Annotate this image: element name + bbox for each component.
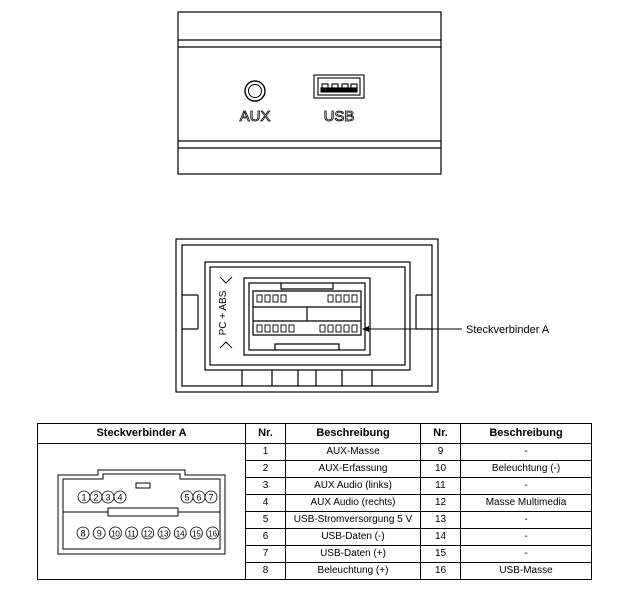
pin-description: AUX-Masse: [286, 444, 421, 461]
pin-number: 8: [246, 563, 286, 580]
pin-description: -: [461, 512, 592, 529]
pin-description: Beleuchtung (+): [286, 563, 421, 580]
pin-description: Beleuchtung (-): [461, 461, 592, 478]
pin-description: AUX Audio (rechts): [286, 495, 421, 512]
pin-label: 3: [105, 492, 111, 502]
header-description-2: Beschreibung: [461, 424, 592, 444]
pin-label: 10: [110, 529, 120, 538]
pin-label: 11: [127, 529, 136, 538]
pin-label: 16: [208, 529, 218, 538]
table-header-row: [38, 424, 592, 444]
pin-description: -: [461, 444, 592, 461]
pin-number: 4: [246, 495, 286, 512]
front-view-drawing: [0, 0, 623, 200]
pin-number: 6: [246, 529, 286, 546]
pin-number: 5: [246, 512, 286, 529]
pin-label: 5: [184, 492, 190, 502]
pin-number: 13: [421, 512, 461, 529]
pin-description: USB-Daten (-): [286, 529, 421, 546]
pin-label: 13: [159, 529, 169, 538]
pin-number: 14: [421, 529, 461, 546]
header-description-1: Beschreibung: [286, 424, 421, 444]
pin-label: 12: [143, 529, 153, 538]
pin-number: 2: [246, 461, 286, 478]
pin-description: AUX-Erfassung: [286, 461, 421, 478]
pin-description: USB-Daten (+): [286, 546, 421, 563]
aux-label: AUX: [239, 108, 271, 125]
pin-description: -: [461, 529, 592, 546]
table-row: [38, 444, 592, 461]
pin-number: 16: [421, 563, 461, 580]
pin-label: 4: [117, 492, 123, 502]
pin-number: 9: [421, 444, 461, 461]
pin-description: -: [461, 546, 592, 563]
pin-label: 2: [93, 492, 99, 502]
pin-number: 1: [246, 444, 286, 461]
pin-label: 15: [191, 529, 201, 538]
usb-label: USB: [323, 108, 355, 125]
pin-label: 1: [81, 492, 87, 502]
usb-port-icon: [314, 75, 364, 98]
connector-pinout-diagram: [38, 448, 245, 576]
pin-number: 7: [246, 546, 286, 563]
header-no-1: Nr.: [246, 424, 286, 444]
pin-label: 7: [208, 492, 214, 502]
header-connector: Steckverbinder A: [38, 424, 246, 444]
pin-description: -: [461, 478, 592, 495]
pin-assignment-table: [37, 423, 592, 580]
pin-description: USB-Masse: [461, 563, 592, 580]
material-marking: PC + ABS: [218, 290, 229, 336]
pin-description: USB-Stromversorgung 5 V: [286, 512, 421, 529]
header-no-2: Nr.: [421, 424, 461, 444]
aux-jack-icon: [245, 81, 265, 101]
connector-pinout-cell: [38, 444, 246, 580]
pin-description: Masse Multimedia: [461, 495, 592, 512]
callout-label: Steckverbinder A: [466, 324, 550, 336]
pin-number: 3: [246, 478, 286, 495]
pin-number: 15: [421, 546, 461, 563]
pin-number: 11: [421, 478, 461, 495]
connector-view-drawing: [0, 225, 623, 400]
pin-number: 10: [421, 461, 461, 478]
pin-label: 8: [80, 528, 86, 538]
pin-label: 9: [96, 528, 102, 538]
pin-description: AUX Audio (links): [286, 478, 421, 495]
pin-label: 14: [175, 529, 185, 538]
pin-number: 12: [421, 495, 461, 512]
pin-label: 6: [196, 492, 202, 502]
